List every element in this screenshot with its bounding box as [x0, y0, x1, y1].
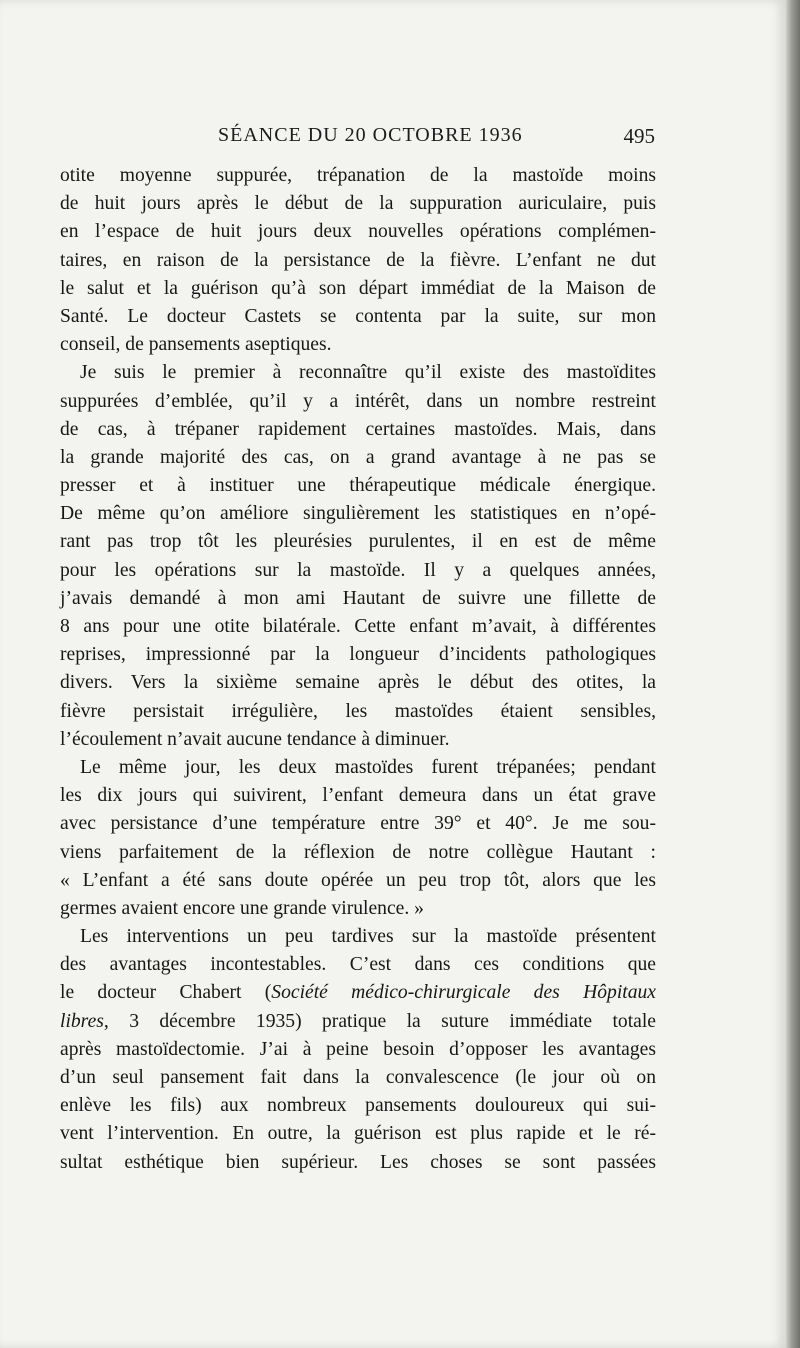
text-line: viens parfaitement de la réflexion de notre collègue Hautant : — [60, 841, 656, 863]
paragraph-2 — [60, 359, 656, 754]
text-line: « L’enfant a été sans doute opérée un peu trop tôt, alors que les — [60, 869, 656, 891]
paragraph-1 — [60, 162, 656, 359]
text-line: Le même jour, les deux mastoïdes furent trépanées; pendant — [80, 756, 656, 778]
page-edge — [786, 0, 800, 1348]
text-line: Santé. Le docteur Castets se contenta par la suite, sur mon — [60, 305, 656, 327]
text-line: fièvre persistait irrégulière, les mastoïdes étaient sensibles, — [60, 700, 656, 722]
text-line: otite moyenne suppurée, trépanation de la mastoïde moins — [60, 165, 656, 186]
text-line: de cas, à trépaner rapidement certaines mastoïdes. Mais, dans — [60, 418, 656, 440]
text-line: Je suis le premier à reconnaître qu’il existe des mastoïdites — [80, 362, 656, 384]
text-line: reprises, impressionné par la longueur d’incidents pathologiques — [60, 644, 656, 666]
text-line: avec persistance d’une température entre 39° et 40°. Je me sou- — [60, 813, 656, 835]
text-line: des avantages incontestables. C’est dans ces conditions que — [60, 954, 656, 976]
text-line: j’avais demandé à mon ami Hautant de suivre une fillette de — [60, 587, 656, 609]
citation-line — [60, 1008, 656, 1036]
text-line: De même qu’on améliore singulièrement les statistiques en n’opé- — [60, 503, 656, 525]
text-line: enlève les fils) aux nombreux pansements douloureux qui sui- — [60, 1095, 656, 1117]
text-line: rant pas trop tôt les pleurésies purulentes, il en est de même — [60, 531, 656, 553]
text-line: germes avaient encore une grande virulence. » — [60, 897, 424, 919]
text-line: conseil, de pansements aseptiques. — [60, 334, 332, 356]
text-line: d’un seul pansement fait dans la convalescence (le jour où on — [60, 1067, 656, 1088]
text-line: presser et à instituer une thérapeutique médicale énergique. — [60, 475, 656, 497]
paragraph-3 — [60, 754, 656, 923]
text-line: en l’espace de huit jours deux nouvelles opérations complémen- — [60, 221, 656, 243]
text-line: 8 ans pour une otite bilatérale. Cette enfant m’avait, à différentes — [60, 616, 656, 637]
text-run: le docteur Chabert ( — [60, 982, 272, 1004]
running-title: SÉANCE DU 20 OCTOBRE 1936 — [218, 124, 523, 146]
citation-line — [60, 979, 656, 1007]
text-line: les dix jours qui suivirent, l’enfant demeura dans un état grave — [60, 785, 656, 807]
text-line: de huit jours après le début de la suppuration auriculaire, puis — [60, 193, 656, 215]
text-line: l’écoulement n’avait aucune tendance à diminuer. — [60, 728, 450, 750]
text-line: taires, en raison de la persistance de la fièvre. L’enfant ne dut — [60, 249, 656, 271]
paragraph-4 — [60, 923, 656, 1177]
page-number: 495 — [623, 124, 655, 148]
text-line: après mastoïdectomie. J’ai à peine besoin d’opposer les avantages — [60, 1038, 656, 1060]
text-line: divers. Vers la sixième semaine après le début des otites, la — [60, 672, 656, 694]
text-line: suppurées d’emblée, qu’il y a intérêt, dans un nombre restreint — [60, 390, 656, 412]
text-line: Les interventions un peu tardives sur la mastoïde présentent — [80, 926, 656, 948]
body-text — [60, 162, 656, 1177]
text-line: vent l’intervention. En outre, la guérison est plus rapide et le ré- — [60, 1123, 656, 1145]
running-head — [218, 124, 655, 154]
text-run: , 3 décembre 1935) pratique la suture immédiate totale — [103, 1010, 656, 1032]
text-line: la grande majorité des cas, on a grand avantage à ne pas se — [60, 446, 656, 468]
text-line: le salut et la guérison qu’à son départ immédiat de la Maison de — [60, 277, 656, 299]
citation-italic: libres — [60, 1010, 104, 1032]
text-line: sultat esthétique bien supérieur. Les choses se sont passées — [60, 1151, 656, 1173]
text-line: pour les opérations sur la mastoïde. Il y a quelques années, — [60, 559, 656, 581]
citation-italic: Société médico-chirurgicale des Hôpitaux — [271, 982, 656, 1004]
